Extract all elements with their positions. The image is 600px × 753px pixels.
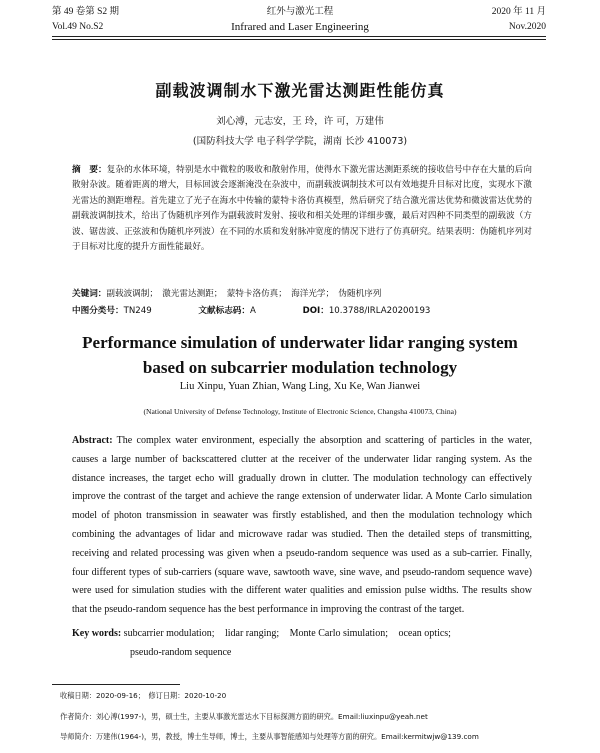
volume-cn: 第 49 卷第 S2 期 — [52, 7, 120, 17]
keyword-en: Monte Carlo simulation; — [289, 628, 388, 639]
keywords-text-cn: 副载波调制； 激光雷达测距； 蒙特卡洛仿真； 海洋光学； 伪随机序列 — [106, 289, 382, 299]
abstract-label-en: Abstract: — [72, 435, 113, 446]
footnote-author-bio: 作者简介：刘心溥(1997-)，男，硕士生，主要从事激光雷达水下目标探测方面的研究。Email:liuxinpu@yeah.net — [60, 712, 428, 721]
classification-line — [72, 304, 532, 318]
clc-code: TN249 — [123, 306, 152, 316]
authors-cn: 刘心溥，元志安，王 玲，许 可，万建伟 — [216, 116, 384, 127]
header-divider-second — [52, 39, 546, 40]
abstract-en — [72, 432, 532, 620]
abstract-text-cn: 复杂的水体环境，特别是水中微粒的吸收和散射作用，使得水下激光雷达测距系统的接收信号中存在大量的后向散射杂波。随着距离的增大，目标回波会逐渐淹没在杂波中，而副载波调制技术可以有效地提升目标对比度，实现水下激光雷达的测距增程。首先建立了光子在海水中传输的蒙特卡洛仿真模型，然后研究了结合激光雷达优势和微波雷达优势的副载波调制技术，给出了伪随机序列作为副载波时发射、接收和相关处理的详细步骤，最后对四种不同类型的副载波（方波、锯齿波、正弦波和伪随机序列波）在不同的水质和发射脉冲宽度的情况下进行了仿真研究。结果表明：伪随机序列对于目标对比度的提升方面性能最好。 — [72, 165, 532, 253]
volume-en: Vol.49 No.S2 — [52, 22, 104, 32]
keywords-cn — [72, 287, 532, 301]
doi-label: DOI： — [302, 306, 329, 316]
date-en: Nov.2020 — [508, 22, 546, 32]
affiliation-en: (National University of Defense Technology, Institute of Electronic Science, Changsha 410073, China) — [143, 407, 457, 416]
abstract-label-cn: 摘 要： — [72, 165, 107, 175]
footnote-advisor-bio: 导师简介：万建伟(1964-)，男，教授，博士生导师，博士，主要从事智能感知与处理等方面的研究。Email:kermitwjw@139.com — [60, 732, 479, 741]
keywords-label-en: Key words: — [72, 628, 122, 639]
doi-value: 10.3788/IRLA20200193 — [328, 306, 431, 316]
title-en: Performance simulation of underwater lidar ranging system based on subcarrier modulation technology — [82, 333, 518, 377]
doc-code-label: 文献标志码： — [198, 306, 250, 316]
keyword-en: ocean optics; — [398, 628, 451, 639]
abstract-text-en: The complex water environment, especially the absorption and scattering of particles in the water, causes a large number of backscattered clutter at the receiver of the underwater lidar ranging system. As the distance increases, the target echo will gradually drown in clutter. The modulation technology can effectively improve the contrast of the target and achieve the range extension of underwater lidar. A Monte Carlo simulation model of photon transmission in seawater was firstly established, and then the modulation technology which combining the advantages of lidar and microwave radar was studied. Then the detailed steps of transmitting, receiving and related processing was given when a pseudo-random sequence was used as a sub-carrier. Finally, four different types of sub-carriers (square wave, sawtooth wave, sine wave, and pseudo-random sequence wave) were used for simulation studies with the different water qualities and emission pulse widths. The results show that the pseudo-random sequence has the best performance in improving the contrast of the target. — [72, 435, 532, 616]
date-cn: 2020 年 11 月 — [491, 7, 546, 17]
keyword-en: subcarrier modulation; — [123, 628, 215, 639]
keywords-en — [72, 624, 532, 662]
header-divider — [52, 36, 546, 37]
keyword-en-continued: pseudo-random sequence — [130, 647, 232, 658]
footnote-received-date: 收稿日期：2020-09-16； 修订日期：2020-10-20 — [60, 691, 227, 700]
abstract-cn — [72, 163, 532, 255]
doc-code: A — [249, 306, 256, 316]
affiliation-cn: (国防科技大学 电子科学学院，湖南 长沙 410073) — [192, 136, 408, 147]
footnote-divider — [52, 684, 180, 685]
authors-en: Liu Xinpu, Yuan Zhian, Wang Ling, Xu Ke, Wan Jianwei — [179, 381, 421, 392]
title-cn: 副载波调制水下激光雷达测距性能仿真 — [155, 81, 445, 100]
clc-label: 中图分类号： — [72, 306, 124, 316]
journal-name-cn: 红外与激光工程 — [266, 7, 334, 17]
journal-name-en: Infrared and Laser Engineering — [231, 21, 369, 33]
keyword-en: lidar ranging; — [224, 628, 280, 639]
keywords-label-cn: 关键词： — [72, 289, 107, 299]
